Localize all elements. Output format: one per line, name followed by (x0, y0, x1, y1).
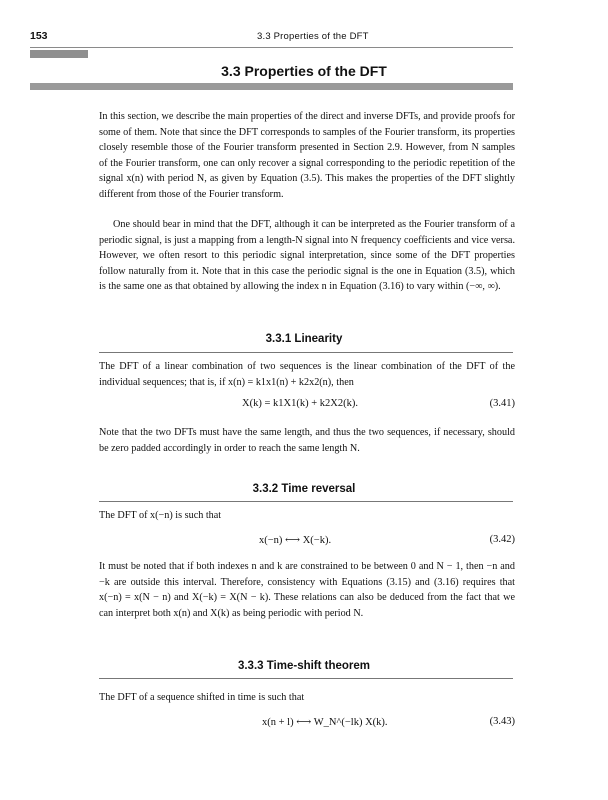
header-accent-bar (30, 50, 88, 58)
subsection-rule (99, 501, 513, 502)
linearity-paragraph-2: Note that the two DFTs must have the same length, and thus the two sequences, if necessary, should be zero padded accordingly in order to reach the same length N. (99, 427, 515, 454)
equation-expression: x(−n) ⟷ X(−k). (259, 535, 332, 546)
linearity-paragraph-1: The DFT of a linear combination of two sequences is the linear combination of the DFT of the individual sequences; that is, if x(n) = k1x1(n) + k2x2(n), then (99, 361, 515, 388)
time-reversal-paragraph-2: It must be noted that if both indexes n and k are constrained to be between 0 and N − 1, then −n and −k are outside this interval. Therefore, consistency with Equations (3.15) and (3.16) requires that x(−n) = x(N − n) and X(−k) = X(N − k). These relations can also be deduced from the fact that we can interpret both x(n) and X(k) as being periodic with period N. (99, 561, 515, 619)
equation-number: (3.41) (489, 398, 515, 409)
equation-3-42 (99, 534, 515, 550)
equation-number: (3.42) (489, 534, 515, 545)
intro-paragraph-1: In this section, we describe the main properties of the direct and inverse DFTs, and provide proofs for some of them. Note that since the DFT corresponds to samples of the Fourier transform, its properties closely resemble those of the Fourier transform presented in Section 2.9. However, from N samples of the Fourier transform, one can only recover a signal corresponding to the periodic repetition of the signal x(n) with period N, as given by Equation (3.5). This makes the properties of the DFT slightly different from those of the Fourier transform. (99, 111, 515, 200)
section-title: 3.3 Properties of the DFT (221, 63, 387, 79)
subsection-rule (99, 678, 513, 679)
section-title-bar (30, 83, 513, 90)
header-rule (30, 47, 513, 48)
time-shift-paragraph-1: The DFT of a sequence shifted in time is such that (99, 692, 305, 703)
equation-3-41 (99, 398, 515, 414)
subsection-rule (99, 352, 513, 353)
equation-number: (3.43) (489, 716, 515, 727)
time-reversal-paragraph-1: The DFT of x(−n) is such that (99, 510, 222, 521)
running-head: 3.3 Properties of the DFT (257, 31, 369, 42)
intro-paragraph-2: One should bear in mind that the DFT, although it can be interpreted as the Fourier transform of a periodic signal, is just a mapping from a length-N signal into N frequency coefficients and vice versa. However, we often resort to this periodic signal interpretation, since some of the DFT properties follow naturally from it. Note that in this case the periodic signal is the one in Equation (3.5), which is the same one as that obtained by allowing the index n in Equation (3.16) to vary within (−∞, ∞). (99, 219, 515, 292)
subsection-title-time-shift: 3.3.3 Time-shift theorem (237, 660, 371, 672)
equation-expression: x(n + l) ⟷ W_N^(−lk) X(k). (262, 717, 388, 728)
equation-3-43 (99, 716, 515, 734)
equation-expression: X(k) = k1X1(k) + k2X2(k). (242, 398, 358, 409)
subsection-title-time-reversal: 3.3.2 Time reversal (252, 483, 356, 495)
page-number: 153 (30, 30, 48, 42)
subsection-title-linearity: 3.3.1 Linearity (265, 333, 343, 345)
